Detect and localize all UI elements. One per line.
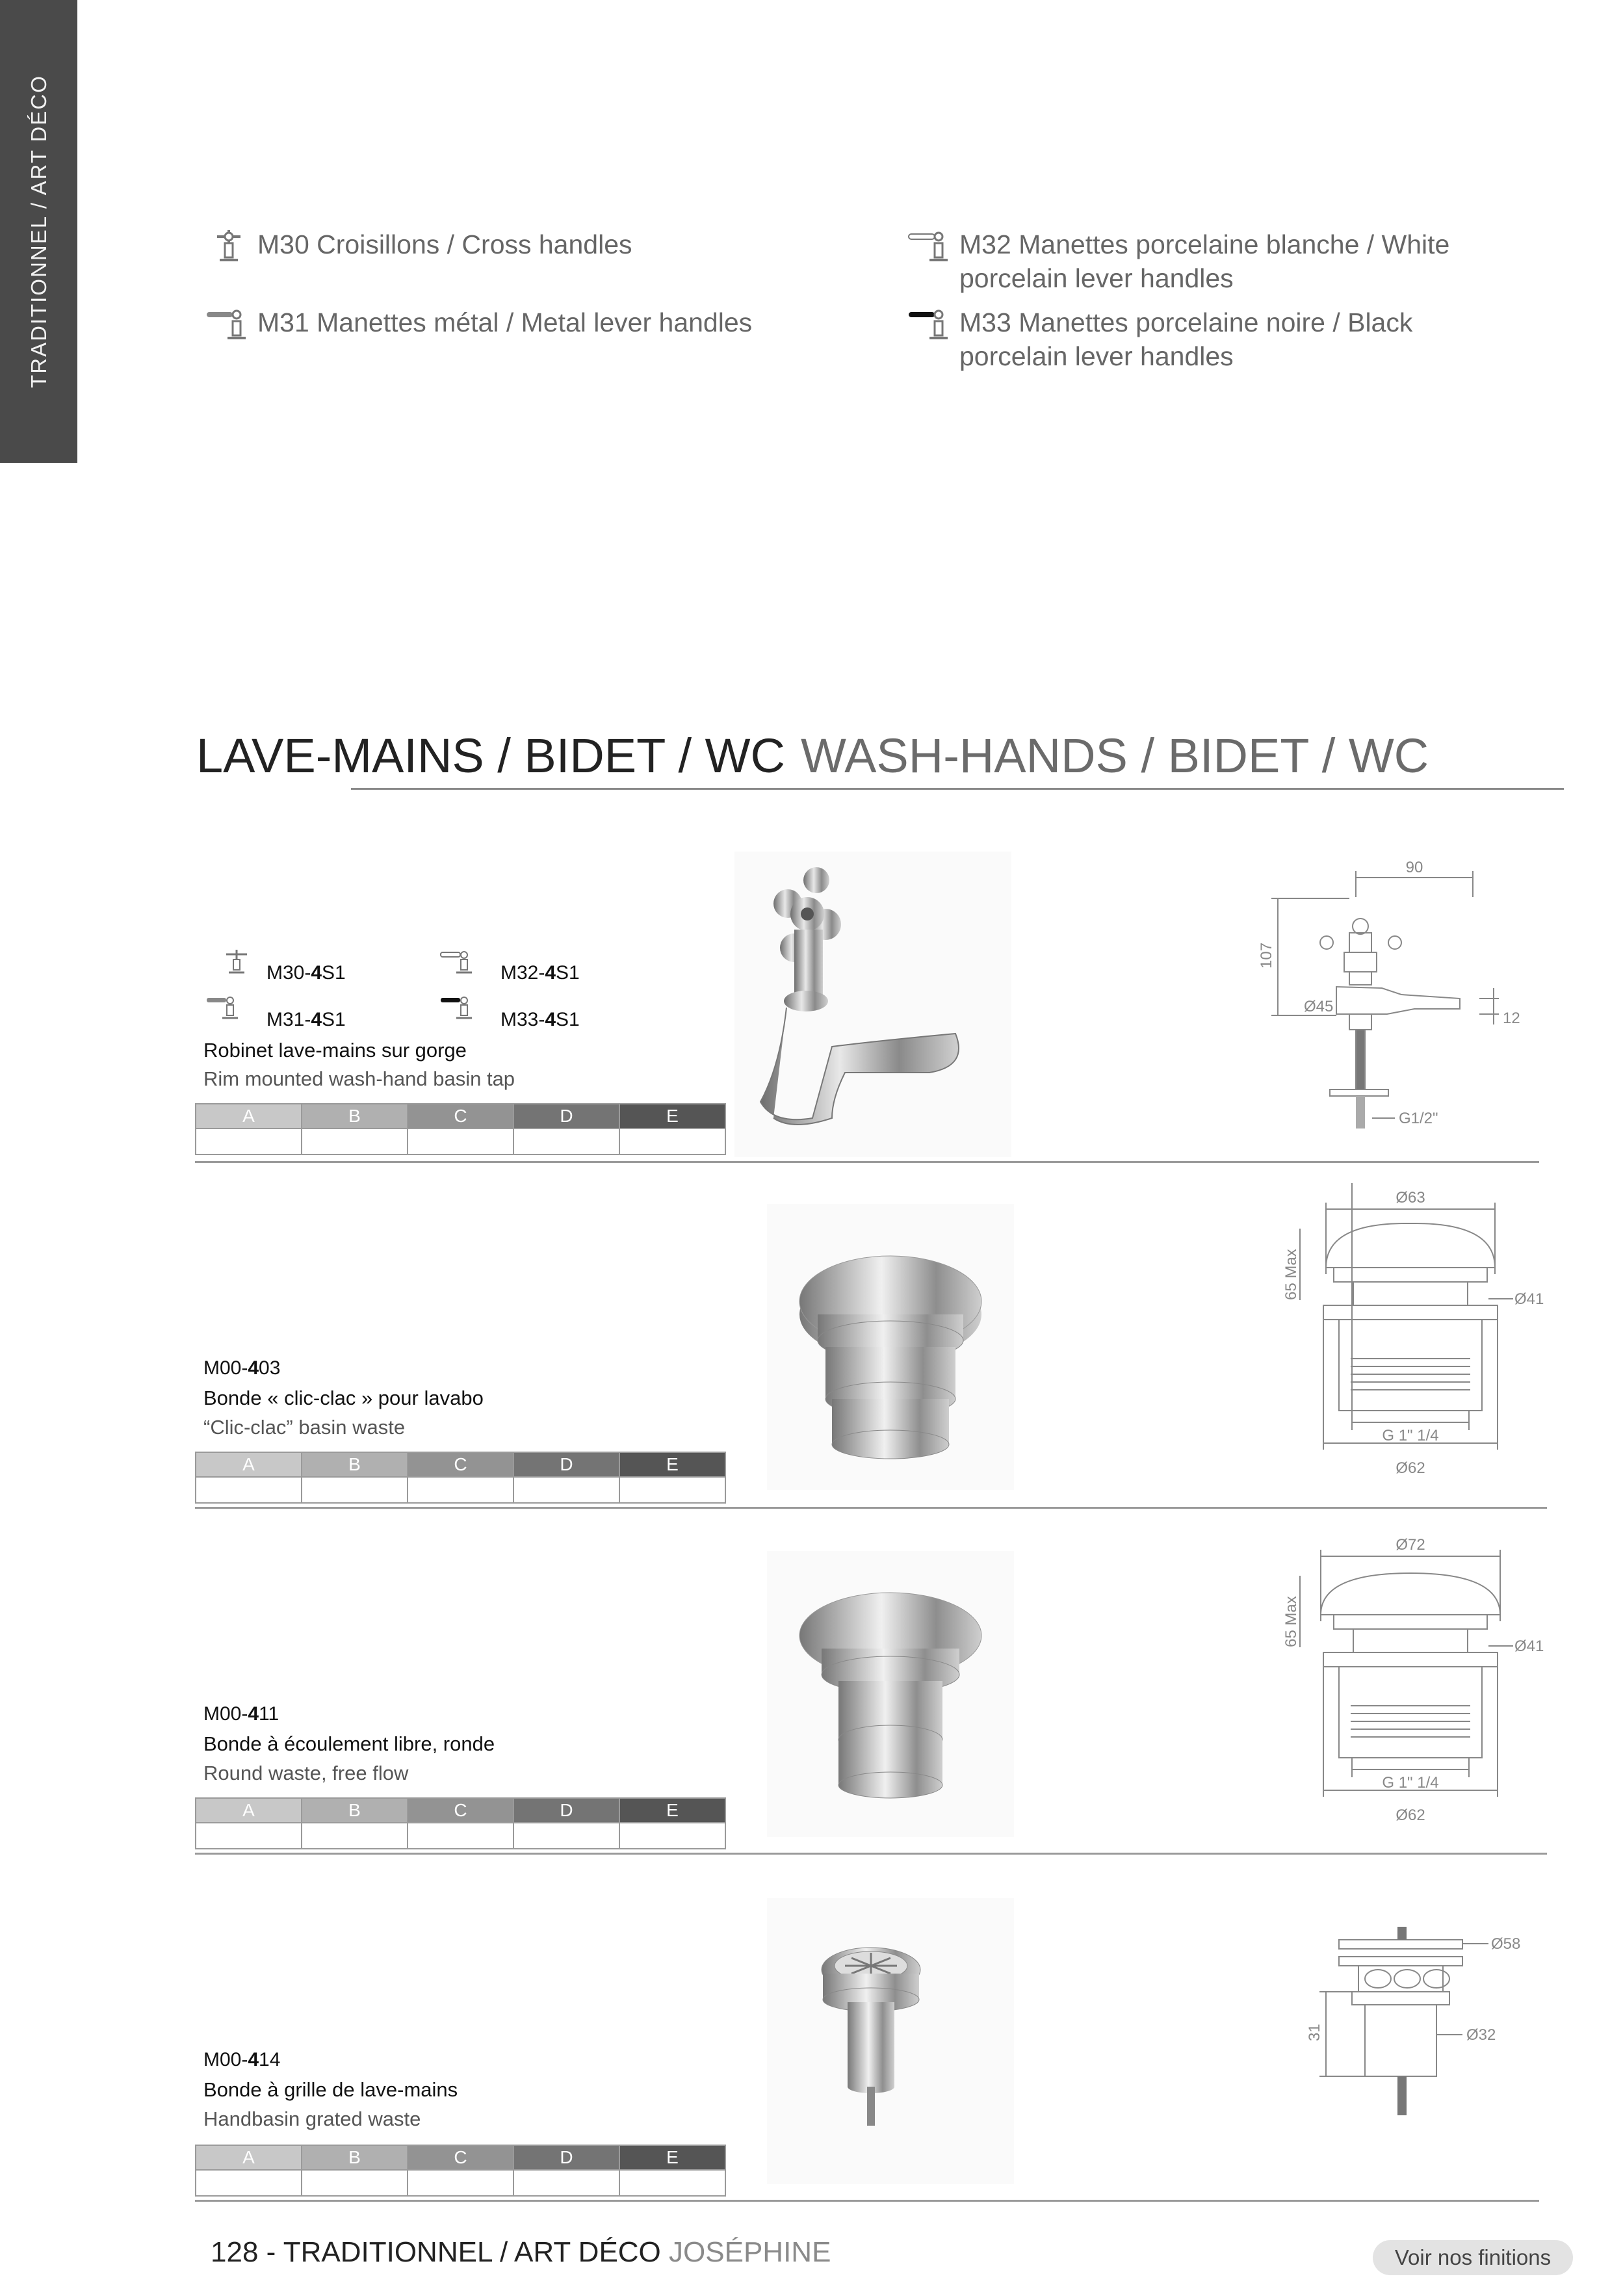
finish-header-c: C xyxy=(408,1452,513,1477)
dim-thread: G 1" 1/4 xyxy=(1382,1774,1439,1792)
dim-height: 107 xyxy=(1258,942,1275,969)
clic-clac-waste-diagram xyxy=(1274,1183,1547,1489)
basin-tap-diagram xyxy=(1258,858,1551,1131)
dim-height: 65 Max xyxy=(1282,1596,1300,1647)
round-waste-image xyxy=(767,1551,1014,1837)
finish-cell-c[interactable] xyxy=(408,1128,513,1155)
dim-height: 65 Max xyxy=(1282,1249,1300,1300)
row-divider xyxy=(195,1161,1539,1163)
finish-table xyxy=(195,1103,726,1155)
finish-header-d: D xyxy=(513,2145,619,2170)
finish-header-d: D xyxy=(513,1452,619,1477)
grated-waste-diagram xyxy=(1300,1918,1547,2145)
finish-header-a: A xyxy=(196,2145,302,2170)
finish-cell-a[interactable] xyxy=(196,2170,302,2196)
row-divider xyxy=(195,1853,1547,1855)
finish-header-e: E xyxy=(619,1104,725,1128)
dim-thread: G 1" 1/4 xyxy=(1382,1427,1439,1444)
finish-table xyxy=(195,1452,726,1504)
finish-cell-d[interactable] xyxy=(513,2170,619,2196)
product-name-fr: Bonde à écoulement libre, ronde xyxy=(203,1732,495,1755)
product-code-m00-411: M00-411 xyxy=(203,1703,279,1725)
white-porcelain-lever-icon xyxy=(439,949,478,975)
black-porcelain-lever-icon xyxy=(439,995,478,1021)
dim-height: 31 xyxy=(1306,2024,1323,2041)
finish-header-a: A xyxy=(196,1104,302,1128)
white-porcelain-lever-icon xyxy=(907,228,954,267)
finish-cell-e[interactable] xyxy=(619,2170,725,2196)
product-code-m32-4s1: M32-4S1 xyxy=(500,962,580,984)
page-footer xyxy=(211,2236,831,2269)
finish-header-b: B xyxy=(302,1452,408,1477)
finish-cell-d[interactable] xyxy=(513,1128,619,1155)
legend-m32-text-1: M32 Manettes porcelaine blanche / White xyxy=(959,229,1450,259)
finish-header-b: B xyxy=(302,1104,408,1128)
finish-header-d: D xyxy=(513,1104,619,1128)
product-code-m30-4s1: M30-4S1 xyxy=(266,962,346,984)
finish-cell-a[interactable] xyxy=(196,1477,302,1503)
finish-header-c: C xyxy=(408,2145,513,2170)
finish-cell-b[interactable] xyxy=(302,1823,408,1849)
dim-top: Ø58 xyxy=(1491,1935,1521,1953)
finish-cell-c[interactable] xyxy=(408,1477,513,1503)
product-name-en: Rim mounted wash-hand basin tap xyxy=(203,1067,515,1090)
dim-body: Ø32 xyxy=(1466,2026,1496,2044)
finish-cell-c[interactable] xyxy=(408,2170,513,2196)
finish-cell-a[interactable] xyxy=(196,1823,302,1849)
finish-cell-e[interactable] xyxy=(619,1477,725,1503)
dim-inner: Ø41 xyxy=(1514,1637,1544,1655)
side-tab-label: TRADITIONNEL / ART DÉCO xyxy=(27,75,51,388)
round-waste-diagram xyxy=(1274,1530,1547,1836)
finish-cell-a[interactable] xyxy=(196,1128,302,1155)
product-name-fr: Bonde « clic-clac » pour lavabo xyxy=(203,1387,484,1409)
dim-top: Ø63 xyxy=(1396,1189,1425,1207)
finish-header-d: D xyxy=(513,1798,619,1823)
finish-header-e: E xyxy=(619,2145,725,2170)
cross-handle-icon xyxy=(205,228,252,267)
dim-bottom: Ø62 xyxy=(1396,1807,1425,1824)
legend-m31-text: M31 Manettes métal / Metal lever handles xyxy=(257,307,753,337)
legend-m32 xyxy=(959,228,1449,295)
row-divider xyxy=(195,1507,1547,1509)
dim-thread: G1/2" xyxy=(1399,1110,1438,1127)
product-code-m33-4s1: M33-4S1 xyxy=(500,1009,580,1030)
finish-header-c: C xyxy=(408,1798,513,1823)
finish-cell-d[interactable] xyxy=(513,1477,619,1503)
product-name-en: Handbasin grated waste xyxy=(203,2107,421,2130)
product-code-m00-414: M00-414 xyxy=(203,2049,281,2070)
product-name-fr: Bonde à grille de lave-mains xyxy=(203,2078,458,2101)
dim-width: 90 xyxy=(1405,859,1423,876)
finish-cell-d[interactable] xyxy=(513,1823,619,1849)
finish-cell-b[interactable] xyxy=(302,2170,408,2196)
metal-lever-icon xyxy=(205,306,252,345)
legend-m33 xyxy=(959,306,1412,373)
grated-waste-image xyxy=(767,1898,1014,2184)
finish-cell-b[interactable] xyxy=(302,1477,408,1503)
finish-header-b: B xyxy=(302,1798,408,1823)
finish-table xyxy=(195,2145,726,2197)
finish-cell-e[interactable] xyxy=(619,1128,725,1155)
legend-m31 xyxy=(257,306,752,339)
finish-header-a: A xyxy=(196,1452,302,1477)
clic-clac-waste-image xyxy=(767,1204,1014,1490)
dim-bottom: Ø62 xyxy=(1396,1459,1425,1477)
section-title-fr: LAVE-MAINS / BIDET / WC xyxy=(196,729,785,783)
finish-cell-e[interactable] xyxy=(619,1823,725,1849)
product-code-m00-403: M00-403 xyxy=(203,1357,281,1379)
product-name-en: Round waste, free flow xyxy=(203,1762,409,1784)
cross-handle-icon xyxy=(217,949,256,975)
footer-brand: JOSÉPHINE xyxy=(669,2236,831,2268)
product-name-en: “Clic-clac” basin waste xyxy=(203,1416,406,1439)
legend-m30-text: M30 Croisillons / Cross handles xyxy=(257,229,632,259)
legend-m30 xyxy=(257,228,632,261)
legend-m33-text-1: M33 Manettes porcelaine noire / Black xyxy=(959,307,1413,337)
legend-m32-text-2: porcelain lever handles xyxy=(959,263,1234,293)
dim-diameter: Ø45 xyxy=(1304,998,1334,1015)
section-title-rule xyxy=(351,788,1564,790)
finish-header-c: C xyxy=(408,1104,513,1128)
finish-header-a: A xyxy=(196,1798,302,1823)
basin-tap-image xyxy=(734,852,1011,1157)
metal-lever-icon xyxy=(205,995,244,1021)
side-tab xyxy=(0,0,77,463)
dim-spout: 12 xyxy=(1503,1010,1520,1027)
product-code-m31-4s1: M31-4S1 xyxy=(266,1009,346,1030)
dim-top: Ø72 xyxy=(1396,1536,1425,1554)
finish-cell-c[interactable] xyxy=(408,1823,513,1849)
finish-header-e: E xyxy=(619,1798,725,1823)
finish-header-b: B xyxy=(302,2145,408,2170)
product-name-fr: Robinet lave-mains sur gorge xyxy=(203,1039,467,1062)
section-title-en: WASH-HANDS / BIDET / WC xyxy=(800,729,1429,783)
legend-m33-text-2: porcelain lever handles xyxy=(959,341,1234,371)
finish-cell-b[interactable] xyxy=(302,1128,408,1155)
footer-page-label: 128 - TRADITIONNEL / ART DÉCO xyxy=(211,2236,661,2268)
finish-table xyxy=(195,1797,726,1849)
section-title xyxy=(196,728,1429,783)
row-divider xyxy=(195,2200,1539,2202)
finish-header-e: E xyxy=(619,1452,725,1477)
dim-inner: Ø41 xyxy=(1514,1290,1544,1308)
black-porcelain-lever-icon xyxy=(907,306,954,345)
view-finishes-button[interactable]: Voir nos finitions xyxy=(1373,2240,1573,2275)
